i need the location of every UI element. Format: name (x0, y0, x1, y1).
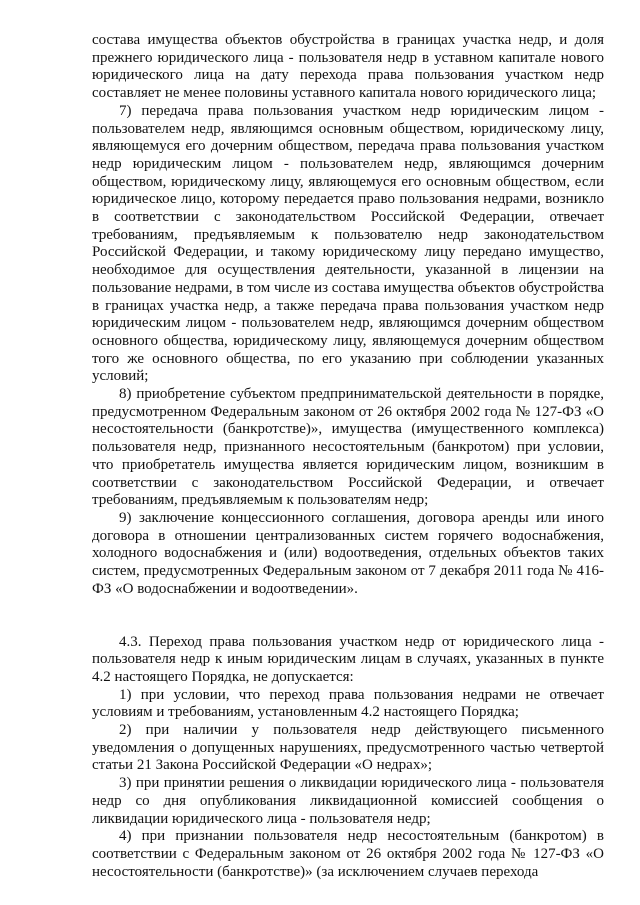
paragraph-section-4-3: 4.3. Переход права пользования участком недр от юридического лица - пользователя недр к иным юридическим лицам в случаях, указанных в пункте 4.2 настоящего Порядка, не допускается: (92, 633, 604, 685)
section-spacer (92, 599, 604, 634)
paragraph-item-8: 8) приобретение субъектом предпринимательской деятельности в порядке, предусмотренном Федеральным законом от 26 октября 2002 года № 127-ФЗ «О несостоятельности (банкротстве)», имущества (имущественного комплекса) пользователя недр, признанного несостоятельным (банкротом) при условии, что приобретатель имущества является юридическим лицом, возникшим в соответствии с законодательством Российской Федерации, и отвечает требованиям, предъявляемым к пользователям недр; (92, 386, 604, 509)
paragraph-condition-2: 2) при наличии у пользователя недр действующего письменного уведомления о допущенных нарушениях, предусмотренного частью четвертой статьи 21 Закона Российской Федерации «О недрах»; (92, 722, 604, 774)
paragraph-condition-4: 4) при признании пользователя недр несостоятельным (банкротом) в соответствии с Федеральным законом от 26 октября 2002 года № 127-ФЗ «О несостоятельности (банкротстве)» (за исключением случаев перехода (92, 828, 604, 880)
paragraph-ownership-share: состава имущества объектов обустройства в границах участка недр, и доля прежнего юридического лица - пользователя недр в уставном капитале нового юридического лица на дату перехода права пользования участком недр составляет не менее половины уставного капитала нового юридического лица; (92, 32, 604, 102)
paragraph-item-9: 9) заключение концессионного соглашения, договора аренды или иного договора в отношении централизованных систем горячего водоснабжения, холодного водоснабжения и (или) водоотведения, отдельных объектов таких систем, предусмотренных Федеральным законом от 7 декабря 2011 года № 416-ФЗ «О водоснабжении и водоотведении». (92, 509, 604, 597)
document-page (92, 32, 604, 881)
paragraph-item-7: 7) передача права пользования участком недр юридическим лицом - пользователем недр, являющимся основным обществом, юридическому лицу, являющемуся его дочерним обществом, передача права пользования участком недр юридическим лицом - пользователем недр, являющимся дочерним обществом, юридическому лицу, являющемуся его основным обществом, если юридическое лицо, которому передается право пользования недрами, возникло в соответствии с законодательством Российской Федерации, отвечает требованиям, предъявляемым к пользователю недр законодательством Российской Федерации, и такому юридическому лицу передано имущество, необходимое для осуществления деятельности, указанной в лицензии на пользование недрами, в том числе из состава имущества объектов обустройства в границах участка недр, а также передача права пользования участком недр юридическим лицом - пользователем недр, являющимся дочерним обществом основного общества, юридическому лицу, являющемуся дочерним обществом того же основного общества, по его указанию при соблюдении указанных условий; (92, 102, 604, 385)
paragraph-condition-3: 3) при принятии решения о ликвидации юридического лица - пользователя недр со дня опубликования ликвидационной комиссией сообщения о ликвидации юридического лица - пользователя недр; (92, 775, 604, 827)
paragraph-condition-1: 1) при условии, что переход права пользования недрами не отвечает условиям и требованиям, установленным 4.2 настоящего Порядка; (92, 686, 604, 721)
